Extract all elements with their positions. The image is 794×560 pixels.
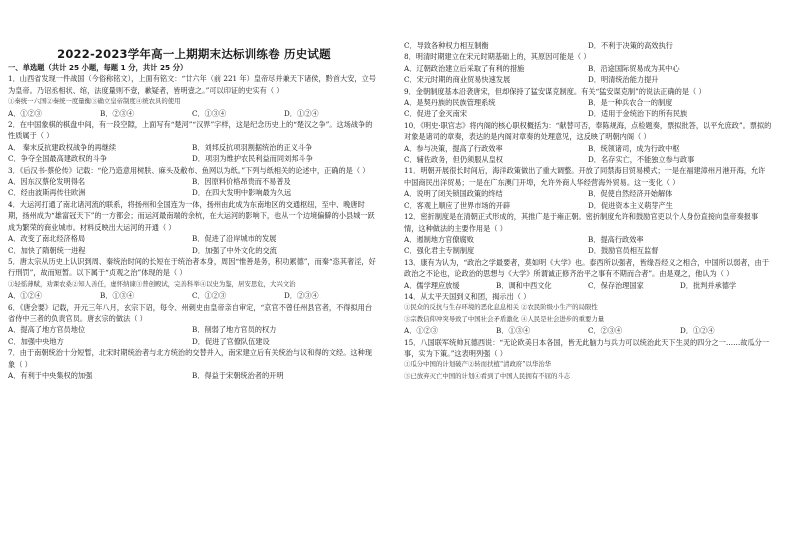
answer-option: C．争夺全国最高建政权的斗争 bbox=[8, 154, 107, 164]
answer-options bbox=[8, 108, 376, 119]
answer-option: B．调和中西文化 bbox=[496, 280, 552, 290]
statement-list: ①瓜分中国的计划破产②转而扶植“清政府”以华治华 bbox=[404, 360, 552, 369]
answer-options bbox=[404, 74, 772, 85]
answer-option: B．削弱了地方官员的权力 bbox=[192, 325, 277, 335]
answer-options bbox=[404, 108, 772, 119]
answer-option: D．项羽为维护农民利益而同刘邦斗争 bbox=[192, 154, 313, 164]
answer-option: C．辅佐政务，但仍须服从皇权 bbox=[404, 155, 503, 165]
answer-option: C．经由波斯再传往欧洲 bbox=[8, 188, 86, 198]
answer-options bbox=[8, 176, 376, 187]
question-text: 1．山西省发现一件战国（今俗称铭文），上面有铭文：“廿六年（前 221 年）皇帝尽并兼天下诸侯，黔首大安，立号为皇帝。乃诏丞相状、绾，法度量则不壹，歉疑者，皆明壹之。”可以印证的史实有（ ） bbox=[8, 74, 376, 95]
answer-options bbox=[404, 63, 772, 74]
statement-list: ①秦统一六国②秦统一度量衡③确立皇帝制度④统农具的使用 bbox=[8, 97, 181, 106]
answer-option: A．①②③ bbox=[404, 326, 438, 336]
answer-options bbox=[404, 97, 772, 108]
answer-option: B．因原料价格昂贵而不易普及 bbox=[192, 177, 291, 187]
answer-option: C．②③④ bbox=[588, 326, 623, 336]
answer-option: D．促进了官僚队伍建设 bbox=[192, 336, 270, 346]
answer-option: D．名存实亡，不能独立参与政事 bbox=[588, 155, 695, 165]
question-text: 11．明朝开展很长时间后，海洋政策做出了重大调整。开放了同禁海目贸易模式；一是在福建漳州月港开海，允许中国商民出洋贸易；一是在广东澳门开埠，允许外商人华经营海外贸易。这一变化（ ） bbox=[404, 166, 766, 187]
answer-option: C．加快了隋朝统一进程 bbox=[8, 245, 86, 255]
left-column bbox=[8, 62, 376, 381]
question-text: 12．密折制度是在清朝正式形成的，其推广是于雍正朝。密折制度允许和鼓励官吏以个人身份直接向皇帝奏报事情，这种做法的主要作用是（ ） bbox=[404, 212, 759, 233]
answer-option: A．①②③ bbox=[8, 108, 42, 118]
question-text: 7．由于南朝统治十分短暂，北宋时期统治者与北方统治的交替并入，南宋建立后有关统治与议和得的文经。这种现象（ ） bbox=[8, 348, 372, 369]
answer-option: D．②③④ bbox=[284, 291, 319, 301]
answer-options bbox=[8, 245, 376, 256]
answer-options bbox=[404, 200, 772, 211]
answer-option: D．促进资本主义萌芽产生 bbox=[588, 200, 673, 210]
question-text: 14．从太平天国到义和团，揭示出（ ） bbox=[404, 291, 531, 301]
answer-option: B．①③④ bbox=[100, 291, 135, 301]
answer-option: A． 秦末反抗建政权战争的再继续 bbox=[8, 142, 117, 152]
answer-option: A．说明了闭关锁国政策的终结 bbox=[404, 189, 503, 199]
answer-option: A．提高了地方官员地位 bbox=[8, 325, 86, 335]
answer-option: B．是一种兵农合一的制度 bbox=[588, 98, 673, 108]
answer-option: C．①②③ bbox=[192, 291, 227, 301]
answer-options bbox=[8, 233, 376, 244]
answer-option: A．有利于中央集权的加强 bbox=[8, 370, 93, 380]
answer-option: B．促使自然经济开始解体 bbox=[588, 189, 673, 199]
answer-option: D．适用于金统治下的所有民族 bbox=[588, 109, 688, 119]
right-column bbox=[404, 40, 772, 382]
statement-list: ③宗教信仰冲突导致了中国社会矛盾激化 ④人民是社会进步的重要力量 bbox=[404, 314, 605, 323]
answer-options bbox=[8, 153, 376, 164]
answer-options bbox=[404, 143, 772, 154]
statement-list: ①轻徭薄赋，劝课农桑②知人善任，虚怀纳谏③普创殿试，完善科举④以史为鉴，居安思危，大兴文治 bbox=[8, 279, 296, 288]
answer-option: B．提高行政效率 bbox=[588, 234, 644, 244]
answer-options bbox=[8, 324, 376, 335]
answer-option: D．批判并承德学 bbox=[680, 280, 737, 290]
answer-options bbox=[404, 280, 772, 291]
section-heading: 一、单选题（共计 25 小题，每题 1 分，共计 25 分） bbox=[8, 63, 188, 72]
question-text: 10．《明史·职官志》将内阁的核心职权概括为：“献替可否，奉陈规海，点检题奏，票拟批答，以平允庶政”。票拟的对象是诸司的章奏，表达的是内阁对章奏的处理意见，这反映了明朝内阁（ ） bbox=[404, 120, 772, 142]
answer-option: D．鼓励官员相互监督 bbox=[588, 246, 659, 256]
question-text: 9．金朝制度基本沿袭唐宋，但却保持了猛安谋克制度。有关“猛安谋克制”的说法正确的是（ ） bbox=[404, 86, 706, 96]
page-title: 2022-2023学年高一上期期末达标训练卷 历史试题 bbox=[57, 47, 331, 61]
answer-option: A．遏制地方官僚腐败 bbox=[404, 234, 474, 244]
answer-option: D．①②④ bbox=[284, 108, 319, 118]
answer-option: D．不利于决策的高效执行 bbox=[588, 41, 673, 50]
answer-option: B．得益于宋朝统治者的开明 bbox=[192, 370, 284, 380]
question-text: 15．八国联军统帅瓦德西说：“无论欧美日本各国，皆无此脑力与兵力可以统治此天下生灵的四分之一……故瓜分一事，实为下策。”这表明列强（ ） bbox=[404, 337, 770, 358]
answer-option: C．强化君主专制制度 bbox=[404, 246, 475, 256]
answer-option: A．因东汉蔡伦发明得名 bbox=[8, 177, 86, 187]
answer-option: A．是契丹族的民族管理系统 bbox=[404, 98, 496, 108]
question-text: 2．在中国象棋的棋盘中间，有一段空隙，上面写有“楚河”“汉界”字样，这是纪念历史上的“楚汉之争”。这场战争的性质属于（ ） bbox=[8, 120, 373, 141]
answer-options bbox=[404, 40, 772, 51]
answer-option: C．促进了金灭南宋 bbox=[404, 109, 468, 119]
answer-option: C．①③④ bbox=[192, 108, 227, 118]
answer-option: C．保存治理国家 bbox=[588, 280, 644, 290]
question-text: 8．明清时期建立在宋元时期基础上的，其原因可能是（ ） bbox=[404, 52, 591, 62]
answer-option: B．促进了沿岸城市的发展 bbox=[192, 234, 277, 244]
answer-option: B．②③④ bbox=[100, 108, 135, 118]
answer-options bbox=[404, 188, 772, 199]
answer-option: D．加强了中外文化的交流 bbox=[192, 245, 277, 255]
answer-option: A．参与决策，提高了行政效率 bbox=[404, 143, 503, 153]
question-text: 6．《唐会要》记载，开元三年八月，玄宗下诏，每令、州刺史由皇帝亲自审定，“京官不曾任州县官者，不得拟用台省侍中三者的负责官员。唐玄宗的做法（ ） bbox=[8, 302, 373, 323]
question-text: 5．唐太宗从历史上认识到周、秦统治时间的长短在于统治者本身，周因“惟善是务，积功累德”，而秦“恣其奢淫，好行刑罚”，故而短暂。以下属于“贞观之治”体现的是（ ） bbox=[8, 256, 376, 278]
answer-option: C．宋元时期的商业贸易快速发展 bbox=[404, 75, 511, 85]
answer-options bbox=[8, 336, 376, 347]
answer-options bbox=[404, 234, 772, 245]
answer-option: B．统领诸司，成为行政中枢 bbox=[588, 143, 680, 153]
answer-option: C．客观上顺应了世界市场的开辟 bbox=[404, 200, 511, 210]
answer-options bbox=[8, 142, 376, 153]
answer-option: B．①③④ bbox=[496, 326, 531, 336]
answer-option: D．明清统治能力提升 bbox=[588, 75, 659, 85]
statement-list: ①民众的反抗与生存环境的恶化息息相关 ②农民阶级小生产的局限性 bbox=[404, 303, 598, 312]
answer-options bbox=[404, 154, 772, 165]
answer-options bbox=[8, 290, 376, 301]
answer-option: A．辽朝政治建立后采取了有利的措施 bbox=[404, 63, 525, 73]
statement-list: ③已放弃灭亡中国的计划④看到了中国人民拥有不屈的斗志 bbox=[404, 371, 571, 380]
answer-options bbox=[8, 187, 376, 198]
answer-option: A．①②④ bbox=[8, 291, 42, 301]
answer-option: C．导致各种权力相互制衡 bbox=[404, 41, 489, 50]
answer-option: A．改变了南北经济格局 bbox=[8, 234, 86, 244]
question-text: 3．《后汉书·蔡伦传》记载：“伦乃造意用树肤、麻头及敝布、鱼网以为纸。”下列与纸相关的论述中，正确的是（ ） bbox=[8, 165, 370, 175]
question-text: 4．大运河打通了南北诸河流的联系，将扬州和全国连为一体，扬州由此成为东南地区的交通枢纽，至中、晚唐时期，扬州成为“雄富冠天下”的一方都会；而运河最南端的余杭，在大运河的影响下，也从一个边境偏僻的小县城一跃成为繁荣的商业城市。材料反映出大运河的开通（ ） bbox=[8, 199, 375, 232]
answer-option: B．沿途国际贸易成为其中心 bbox=[588, 63, 680, 73]
question-text: 13．康有为认为，“政治之学最要者，莫如明《大学》也。泰西所以强者，皆缘吾经义之相合，中国所以弱者，由于政治之不论也，论政治的思想与《大学》所谓诚正修齐治平之事有不期而合者”。由是观之，他认为（ ） bbox=[404, 257, 770, 279]
answer-options bbox=[404, 245, 772, 256]
answer-options bbox=[8, 370, 376, 381]
answer-option: D．在四大发明中影响最为久远 bbox=[192, 188, 292, 198]
answer-option: C．加强中央地方 bbox=[8, 336, 64, 346]
answer-option: D．①②④ bbox=[680, 326, 715, 336]
answer-option: B．刘邦反抗项羽割据统治的正义斗争 bbox=[192, 142, 313, 152]
answer-options bbox=[404, 325, 772, 336]
answer-option: A．儒学理应放缓 bbox=[404, 280, 460, 290]
